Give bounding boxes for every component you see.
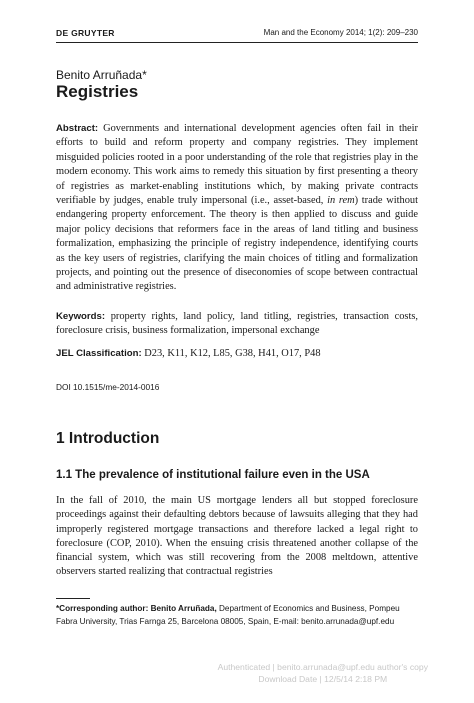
abstract-text-2: ) trade without endangering property enforcement. The theory is then applied to discuss and guide major policy decisions that reformers face in the areas of land titling and business formalization, emphasizing the principle of registry independence, identifying courts as the key users of registries, clarifying the main choices of titling and formalization projects, and pointing out the presence of diseconomies of scope between contractual and administrative registries. (56, 195, 418, 293)
footnote-label: *Corresponding author: Benito Arruñada, (56, 604, 217, 613)
footnote (56, 603, 418, 628)
watermark-line-2: Download Date | 12/5/14 2:18 PM (258, 673, 388, 684)
abstract-text-1: Governments and international development agencies often fail in their efforts to build and reform property and company registries. They implement misguided policies rooted in a poor understanding of the role that registries play in the modern economy. This work aims to remedy this situation by first presenting a theory of registries as market-enabling institutions which, by making private contracts verifiable by judges, enable truly impersonal (i.e., asset-based, (56, 123, 418, 207)
author-name: Benito Arruñada* (56, 68, 147, 82)
journal-citation: Man and the Economy 2014; 1(2): 209–230 (263, 28, 418, 37)
abstract-label: Abstract: (56, 123, 99, 134)
abstract (56, 122, 418, 295)
jel-classification (56, 347, 418, 361)
body-paragraph: In the fall of 2010, the main US mortgage lenders all but stopped foreclosure proceedings against their defaulting debtors because of lawsuits alleging that they had improperly registered mortgage transactions and therefore lacked a legal right to foreclosure (COP, 2010). When the ensuing crisis threatened another collapse of the financial system, which was still recovering from the 2008 meltdown, attentive observers started realizing that contractual registries (56, 495, 418, 578)
publisher-name: DE GRUYTER (56, 28, 115, 38)
jel-label: JEL Classification: (56, 348, 142, 359)
subsection-heading: 1.1 The prevalence of institutional failure even in the USA (56, 469, 370, 481)
watermark-line-1: Authenticated | benito.arrunada@upf.edu author's copy (217, 662, 428, 672)
running-header (56, 26, 418, 43)
keywords-label: Keywords: (56, 311, 106, 322)
download-watermark (218, 662, 428, 685)
doi: DOI 10.1515/me-2014-0016 (56, 382, 160, 392)
keywords-text: property rights, land policy, land titling, registries, transaction costs, foreclosure crisis, business formalization, impersonal exchange (56, 311, 418, 337)
section-heading: 1 Introduction (56, 430, 160, 447)
abstract-italic-term: in rem (327, 195, 355, 207)
article-title: Registries (56, 82, 139, 101)
footnote-rule (56, 598, 90, 599)
footnote-text: Department of Economics and Business, Pompeu Fabra University, Trias Farnga 25, Barcelona 08005, Spain, E-mail: benito.arrunada@upf.edu (56, 604, 400, 626)
jel-codes: D23, K11, K12, L85, G38, H41, O17, P48 (144, 348, 321, 359)
keywords (56, 310, 418, 339)
